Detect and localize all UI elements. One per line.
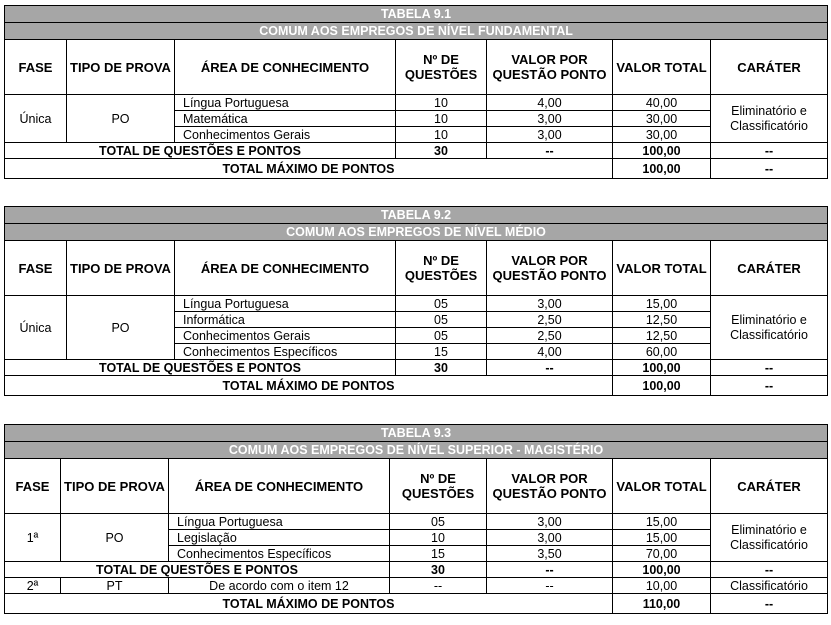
total-questoes-row xyxy=(5,360,828,376)
header-valor-total: VALOR TOTAL xyxy=(613,459,711,514)
cell-questoes: 10 xyxy=(396,95,487,111)
total-questoes-label: TOTAL DE QUESTÕES E PONTOS xyxy=(5,360,396,376)
dash: -- xyxy=(487,360,613,376)
cell-questoes: 15 xyxy=(396,344,487,360)
cell-fase: 2ª xyxy=(5,578,61,594)
header-carater: CARÁTER xyxy=(711,241,828,296)
table-subtitle: COMUM AOS EMPREGOS DE NÍVEL FUNDAMENTAL xyxy=(5,23,828,40)
dash: -- xyxy=(711,562,828,578)
cell-questoes: 05 xyxy=(390,514,487,530)
total-questoes-row xyxy=(5,143,828,159)
header-tipo: TIPO DE PROVA xyxy=(67,241,175,296)
cell-area: Matemática xyxy=(175,111,396,127)
cell-questoes: 15 xyxy=(390,546,487,562)
cell-valor-total: 15,00 xyxy=(613,530,711,546)
header-fase: FASE xyxy=(5,241,67,296)
table-row xyxy=(5,95,828,111)
total-questoes-label: TOTAL DE QUESTÕES E PONTOS xyxy=(5,562,390,578)
total-maximo-label: TOTAL MÁXIMO DE PONTOS xyxy=(5,594,613,614)
header-area: ÁREA DE CONHECIMENTO xyxy=(175,40,396,95)
cell-area: Conhecimentos Específicos xyxy=(169,546,390,562)
cell-area: De acordo com o item 12 xyxy=(169,578,390,594)
total-pontos-value: 100,00 xyxy=(613,143,711,159)
cell-valor-total: 30,00 xyxy=(613,111,711,127)
cell-valor-questao: 3,00 xyxy=(487,514,613,530)
total-pontos-value: 100,00 xyxy=(613,562,711,578)
table-title: TABELA 9.1 xyxy=(5,6,828,23)
cell-questoes: 10 xyxy=(390,530,487,546)
cell-area: Língua Portuguesa xyxy=(175,95,396,111)
cell-valor-total: 40,00 xyxy=(613,95,711,111)
table-subtitle: COMUM AOS EMPREGOS DE NÍVEL SUPERIOR - MAGISTÉRIO xyxy=(5,442,828,459)
dash: -- xyxy=(487,562,613,578)
table-9-3 xyxy=(4,424,828,614)
cell-tipo: PO xyxy=(61,514,169,562)
header-area: ÁREA DE CONHECIMENTO xyxy=(175,241,396,296)
cell-questoes: 05 xyxy=(396,296,487,312)
cell-questoes: 05 xyxy=(396,328,487,344)
cell-valor-questao: -- xyxy=(487,578,613,594)
cell-valor-total: 60,00 xyxy=(613,344,711,360)
total-questoes-value: 30 xyxy=(390,562,487,578)
cell-valor-questao: 3,00 xyxy=(487,530,613,546)
dash: -- xyxy=(711,159,828,179)
header-questoes: Nº DE QUESTÕES xyxy=(396,241,487,296)
total-questoes-label: TOTAL DE QUESTÕES E PONTOS xyxy=(5,143,396,159)
header-carater: CARÁTER xyxy=(711,40,828,95)
cell-valor-total: 12,50 xyxy=(613,312,711,328)
cell-valor-questao: 3,00 xyxy=(487,111,613,127)
table-9-2 xyxy=(4,206,828,396)
cell-area: Conhecimentos Específicos xyxy=(175,344,396,360)
cell-valor-total: 70,00 xyxy=(613,546,711,562)
table-row xyxy=(5,296,828,312)
cell-fase: Única xyxy=(5,95,67,143)
dash: -- xyxy=(711,376,828,396)
cell-area: Língua Portuguesa xyxy=(175,296,396,312)
total-questoes-value: 30 xyxy=(396,360,487,376)
cell-area: Conhecimentos Gerais xyxy=(175,328,396,344)
header-carater: CARÁTER xyxy=(711,459,828,514)
cell-valor-questao: 3,00 xyxy=(487,296,613,312)
dash: -- xyxy=(711,594,828,614)
cell-valor-total: 10,00 xyxy=(613,578,711,594)
cell-valor-questao: 3,50 xyxy=(487,546,613,562)
cell-valor-questao: 2,50 xyxy=(487,328,613,344)
cell-carater: Eliminatório e Classificatório xyxy=(711,514,828,562)
header-questoes: Nº DE QUESTÕES xyxy=(390,459,487,514)
cell-valor-questao: 4,00 xyxy=(487,95,613,111)
header-valor-questao: VALOR POR QUESTÃO PONTO xyxy=(487,459,613,514)
dash: -- xyxy=(711,143,828,159)
cell-valor-questao: 2,50 xyxy=(487,312,613,328)
table-9-1 xyxy=(4,5,828,179)
table-title: TABELA 9.2 xyxy=(5,207,828,224)
total-maximo-value: 110,00 xyxy=(613,594,711,614)
total-maximo-label: TOTAL MÁXIMO DE PONTOS xyxy=(5,159,613,179)
header-questoes: Nº DE QUESTÕES xyxy=(396,40,487,95)
cell-tipo: PO xyxy=(67,95,175,143)
table-row xyxy=(5,578,828,594)
cell-tipo: PT xyxy=(61,578,169,594)
header-fase: FASE xyxy=(5,40,67,95)
total-questoes-value: 30 xyxy=(396,143,487,159)
total-maximo-row xyxy=(5,159,828,179)
header-tipo: TIPO DE PROVA xyxy=(61,459,169,514)
total-maximo-value: 100,00 xyxy=(613,159,711,179)
cell-valor-questao: 4,00 xyxy=(487,344,613,360)
cell-fase: Única xyxy=(5,296,67,360)
cell-valor-total: 30,00 xyxy=(613,127,711,143)
cell-tipo: PO xyxy=(67,296,175,360)
cell-valor-total: 12,50 xyxy=(613,328,711,344)
table-title: TABELA 9.3 xyxy=(5,425,828,442)
dash: -- xyxy=(711,360,828,376)
header-valor-questao: VALOR POR QUESTÃO PONTO xyxy=(487,40,613,95)
cell-valor-total: 15,00 xyxy=(613,296,711,312)
header-valor-total: VALOR TOTAL xyxy=(613,40,711,95)
total-maximo-value: 100,00 xyxy=(613,376,711,396)
cell-valor-total: 15,00 xyxy=(613,514,711,530)
cell-carater: Eliminatório e Classificatório xyxy=(711,296,828,360)
cell-valor-questao: 3,00 xyxy=(487,127,613,143)
cell-questoes: -- xyxy=(390,578,487,594)
cell-questoes: 10 xyxy=(396,127,487,143)
header-valor-total: VALOR TOTAL xyxy=(613,241,711,296)
total-maximo-label: TOTAL MÁXIMO DE PONTOS xyxy=(5,376,613,396)
header-valor-questao: VALOR POR QUESTÃO PONTO xyxy=(487,241,613,296)
total-pontos-value: 100,00 xyxy=(613,360,711,376)
cell-area: Informática xyxy=(175,312,396,328)
total-maximo-row xyxy=(5,376,828,396)
cell-fase: 1ª xyxy=(5,514,61,562)
table-row xyxy=(5,514,828,530)
header-tipo: TIPO DE PROVA xyxy=(67,40,175,95)
cell-area: Língua Portuguesa xyxy=(169,514,390,530)
cell-carater: Eliminatório e Classificatório xyxy=(711,95,828,143)
cell-area: Conhecimentos Gerais xyxy=(175,127,396,143)
total-questoes-row xyxy=(5,562,828,578)
dash: -- xyxy=(487,143,613,159)
header-area: ÁREA DE CONHECIMENTO xyxy=(169,459,390,514)
cell-carater: Classificatório xyxy=(711,578,828,594)
total-maximo-row xyxy=(5,594,828,614)
cell-questoes: 05 xyxy=(396,312,487,328)
cell-questoes: 10 xyxy=(396,111,487,127)
cell-area: Legislação xyxy=(169,530,390,546)
table-subtitle: COMUM AOS EMPREGOS DE NÍVEL MÉDIO xyxy=(5,224,828,241)
header-fase: FASE xyxy=(5,459,61,514)
